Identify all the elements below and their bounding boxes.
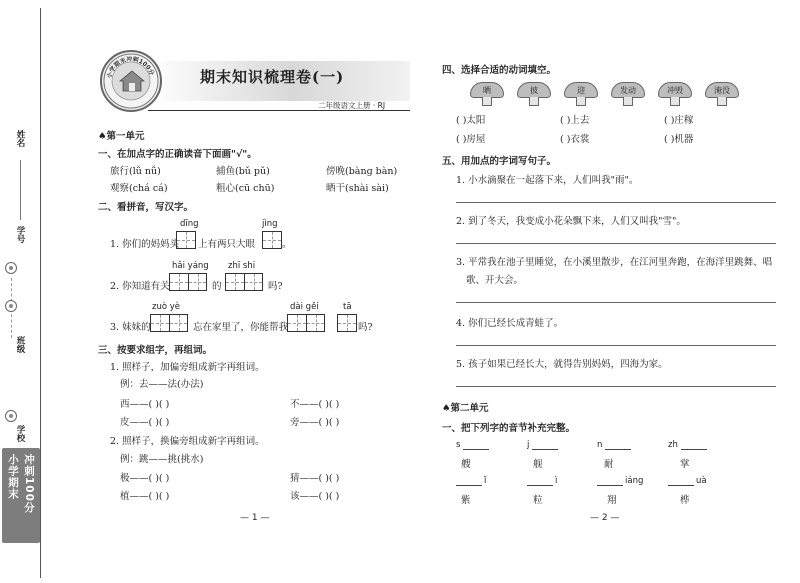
syllable-5-char: 紫 <box>461 495 471 506</box>
unit-1-heading: ♠第一单元 <box>98 131 145 142</box>
name-line <box>20 160 21 220</box>
mushroom-label: 淹没 <box>705 82 739 98</box>
sentence-prompt-4: 4. 你们已经长成青蛙了。 <box>456 318 564 329</box>
mushroom-stem <box>623 97 633 106</box>
syllable-1-initial: s <box>456 440 461 450</box>
mushroom-label: 冲毁 <box>658 82 692 98</box>
brand-line-1: 小学期末 <box>7 454 19 500</box>
section-5-heading: 五、用加点的字词写句子。 <box>442 156 557 167</box>
write-box-ta[interactable] <box>337 314 357 332</box>
school-label: 学校 <box>15 425 25 442</box>
class-label: 班级 <box>15 336 25 353</box>
syllable-8-pinyin[interactable] <box>668 476 707 486</box>
syllable-1-char: 艘 <box>461 459 471 470</box>
syllable-8-final: uà <box>696 476 707 486</box>
pinyin-daigei: dài gěi <box>290 302 319 312</box>
verb-word-4[interactable] <box>611 82 645 106</box>
student-id-label: 学号 <box>15 226 25 243</box>
pinyin-choice-1[interactable]: 旅行(lǚ nǚ) <box>110 166 161 177</box>
write-box-haiyang[interactable] <box>169 273 207 291</box>
syllable-3-pinyin[interactable] <box>597 440 633 450</box>
sentence-prompt-3a: 3. 平常我在池子里睡觉，在小溪里散步，在江河里奔跑，在海洋里跳舞、唱 <box>456 257 773 268</box>
verb-fill-3[interactable]: ( )庄稼 <box>664 115 694 126</box>
binding-strip <box>0 0 46 583</box>
brand-badge-icon <box>100 50 162 112</box>
sentence-answer-line-2[interactable] <box>456 243 776 244</box>
syllable-1-pinyin[interactable] <box>456 440 491 450</box>
mushroom-label: 晒 <box>470 82 504 98</box>
write-box-daigei[interactable] <box>287 314 325 332</box>
syllable-2-char: 舰 <box>533 459 543 470</box>
binding-line <box>40 8 41 578</box>
syllable-blank[interactable] <box>681 440 707 450</box>
syllable-5-final: ǐ <box>484 476 487 486</box>
q2-1-text-b: 上有两只大眼 <box>198 239 256 250</box>
sentence-prompt-3b: 歌、开大会。 <box>466 275 524 286</box>
q2-1-text-c: 。 <box>282 239 292 250</box>
section-3-heading: 三、按要求组字，再组词。 <box>98 345 213 356</box>
s3-answer-2[interactable]: 不——( )( ) <box>290 399 340 410</box>
verb-fill-2[interactable]: ( )上去 <box>560 115 590 126</box>
s3-answer-1[interactable]: 西——( )( ) <box>120 399 170 410</box>
mushroom-stem <box>670 97 680 106</box>
s3-example-1: 例：去——法(办法) <box>120 379 204 390</box>
sentence-prompt-2: 2. 到了冬天，我变成小花朵飘下来，人们又叫我"雪"。 <box>456 216 686 227</box>
syllable-5-pinyin[interactable] <box>456 476 486 486</box>
s3-sub-2: 2. 照样子，换偏旁组成新字再组词。 <box>110 436 265 447</box>
syllable-6-final: ì <box>555 476 558 486</box>
write-box-ding[interactable] <box>176 231 196 249</box>
pinyin-choice-4[interactable]: 观察(chá cá) <box>110 183 168 194</box>
syllable-6-pinyin[interactable] <box>527 476 557 486</box>
verb-word-3[interactable] <box>564 82 598 106</box>
mushroom-stem <box>482 97 492 106</box>
brand-line-2: 冲刺100分 <box>23 454 35 514</box>
verb-word-1[interactable] <box>470 82 504 106</box>
syllable-2-initial: j <box>527 440 530 450</box>
pinyin-jing: jìng <box>262 219 278 229</box>
grade-subtitle: 二年级语文上册 · RJ <box>318 101 386 110</box>
verb-fill-1[interactable]: ( )太阳 <box>456 115 486 126</box>
s3-answer-6[interactable]: 猜——( )( ) <box>290 473 340 484</box>
verb-fill-5[interactable]: ( )衣裳 <box>560 134 590 145</box>
syllable-blank[interactable] <box>532 440 558 450</box>
q2-3-text-a: 3. 妹妹的 <box>110 322 151 333</box>
house-icon <box>119 70 145 92</box>
brand-banner <box>2 448 40 543</box>
q2-2-text-b: 的 <box>212 281 222 292</box>
mushroom-stem <box>576 97 586 106</box>
name-label: 姓名 <box>15 130 25 147</box>
syllable-3-initial: n <box>597 440 603 450</box>
q2-2-text-a: 2. 你知道有关 <box>110 281 170 292</box>
pinyin-zhishi: zhī shi <box>228 261 256 271</box>
syllable-blank[interactable] <box>456 476 482 486</box>
pinyin-ding: dīng <box>180 219 199 229</box>
section-4-heading: 四、选择合适的动词填空。 <box>442 65 557 76</box>
title-rule <box>148 110 410 111</box>
s3-answer-5[interactable]: 极——( )( ) <box>120 473 170 484</box>
mushroom-label: 发动 <box>611 82 645 98</box>
syllable-blank[interactable] <box>668 476 694 486</box>
sentence-prompt-1: 1. 小水滴聚在一起落下来，人们叫我"雨"。 <box>456 175 639 186</box>
syllable-7-final: iáng <box>625 476 644 486</box>
verb-fill-6[interactable]: ( )机器 <box>664 134 694 145</box>
syllable-blank[interactable] <box>597 476 623 486</box>
s3-answer-3[interactable]: 皮——( )( ) <box>120 417 170 428</box>
pinyin-choice-3[interactable]: 傍晚(bàng bàn) <box>326 166 398 177</box>
sentence-prompt-5: 5. 孩子如果已经长大，就得告别妈妈，四海为家。 <box>456 359 668 370</box>
s3-answer-8[interactable]: 该——( )( ) <box>290 491 340 502</box>
pinyin-zuoye: zuò yè <box>152 302 181 312</box>
binding-hole-icon <box>5 410 17 422</box>
page-number-2: — 2 — <box>590 513 620 523</box>
badge-text: 小学期末冲刺100分 <box>106 55 156 80</box>
q2-2-text-c: 吗? <box>268 281 283 292</box>
syllable-3-char: 耐 <box>604 459 614 470</box>
verb-word-5[interactable] <box>658 82 692 106</box>
syllable-blank[interactable] <box>527 476 553 486</box>
section-1-heading: 一、在加点字的正确读音下面画"√"。 <box>98 149 257 160</box>
page-number-1: — 1 — <box>240 513 270 523</box>
syllable-7-char: 翔 <box>607 495 617 506</box>
syllable-blank[interactable] <box>463 440 489 450</box>
syllable-8-char: 桦 <box>680 495 690 506</box>
sentence-answer-line-3[interactable] <box>456 302 776 303</box>
syllable-7-pinyin[interactable] <box>597 476 643 486</box>
pinyin-ta: tā <box>343 302 352 312</box>
s3-answer-7[interactable]: 植——( )( ) <box>120 491 170 502</box>
sentence-answer-line-1[interactable] <box>456 202 776 203</box>
mushroom-stem <box>529 97 539 106</box>
verb-word-6[interactable] <box>705 82 739 106</box>
section-6-heading: 一、把下列字的音节补充完整。 <box>442 423 576 434</box>
pinyin-haiyang: hǎi yáng <box>172 261 209 271</box>
pinyin-choice-2[interactable]: 捕鱼(bǔ pǔ) <box>216 166 270 177</box>
unit-2-heading: ♠第二单元 <box>442 403 489 414</box>
mushroom-label: 迎 <box>564 82 598 98</box>
q2-1-text-a: 1. 你们的妈妈头 <box>110 239 180 250</box>
syllable-4-initial: zh <box>668 440 678 450</box>
s3-answer-4[interactable]: 旁——( )( ) <box>290 417 340 428</box>
pinyin-choice-5[interactable]: 粗心(cū chū) <box>216 183 275 194</box>
s3-sub-1: 1. 照样子，加偏旁组成新字再组词。 <box>110 362 265 373</box>
name-field[interactable] <box>8 130 36 226</box>
s3-example-2: 例：跳——挑(挑水) <box>120 454 204 465</box>
syllable-4-pinyin[interactable] <box>668 440 709 450</box>
mushroom-stem <box>717 97 727 106</box>
syllable-blank[interactable] <box>605 440 631 450</box>
write-box-jing[interactable] <box>262 231 282 249</box>
write-box-zuoye[interactable] <box>150 314 188 332</box>
verb-fill-4[interactable]: ( )房屋 <box>456 134 486 145</box>
page-title: 期末知识梳理卷(一) <box>200 68 345 86</box>
section-2-heading: 二、看拼音，写汉字。 <box>98 202 194 213</box>
mushroom-label: 披 <box>517 82 551 98</box>
sentence-answer-line-5[interactable] <box>456 386 776 387</box>
syllable-2-pinyin[interactable] <box>527 440 560 450</box>
q2-3-text-b: 忘在家里了，你能帮我 <box>193 322 289 333</box>
binding-hole-icon <box>5 300 17 312</box>
syllable-6-char: 粒 <box>533 495 543 506</box>
sentence-answer-line-4[interactable] <box>456 345 776 346</box>
q2-3-text-c: 吗? <box>358 322 373 333</box>
verb-word-2[interactable] <box>517 82 551 106</box>
pinyin-choice-6[interactable]: 晒干(shài sài) <box>326 183 389 194</box>
write-box-zhishi[interactable] <box>225 273 263 291</box>
syllable-4-char: 掌 <box>680 459 690 470</box>
